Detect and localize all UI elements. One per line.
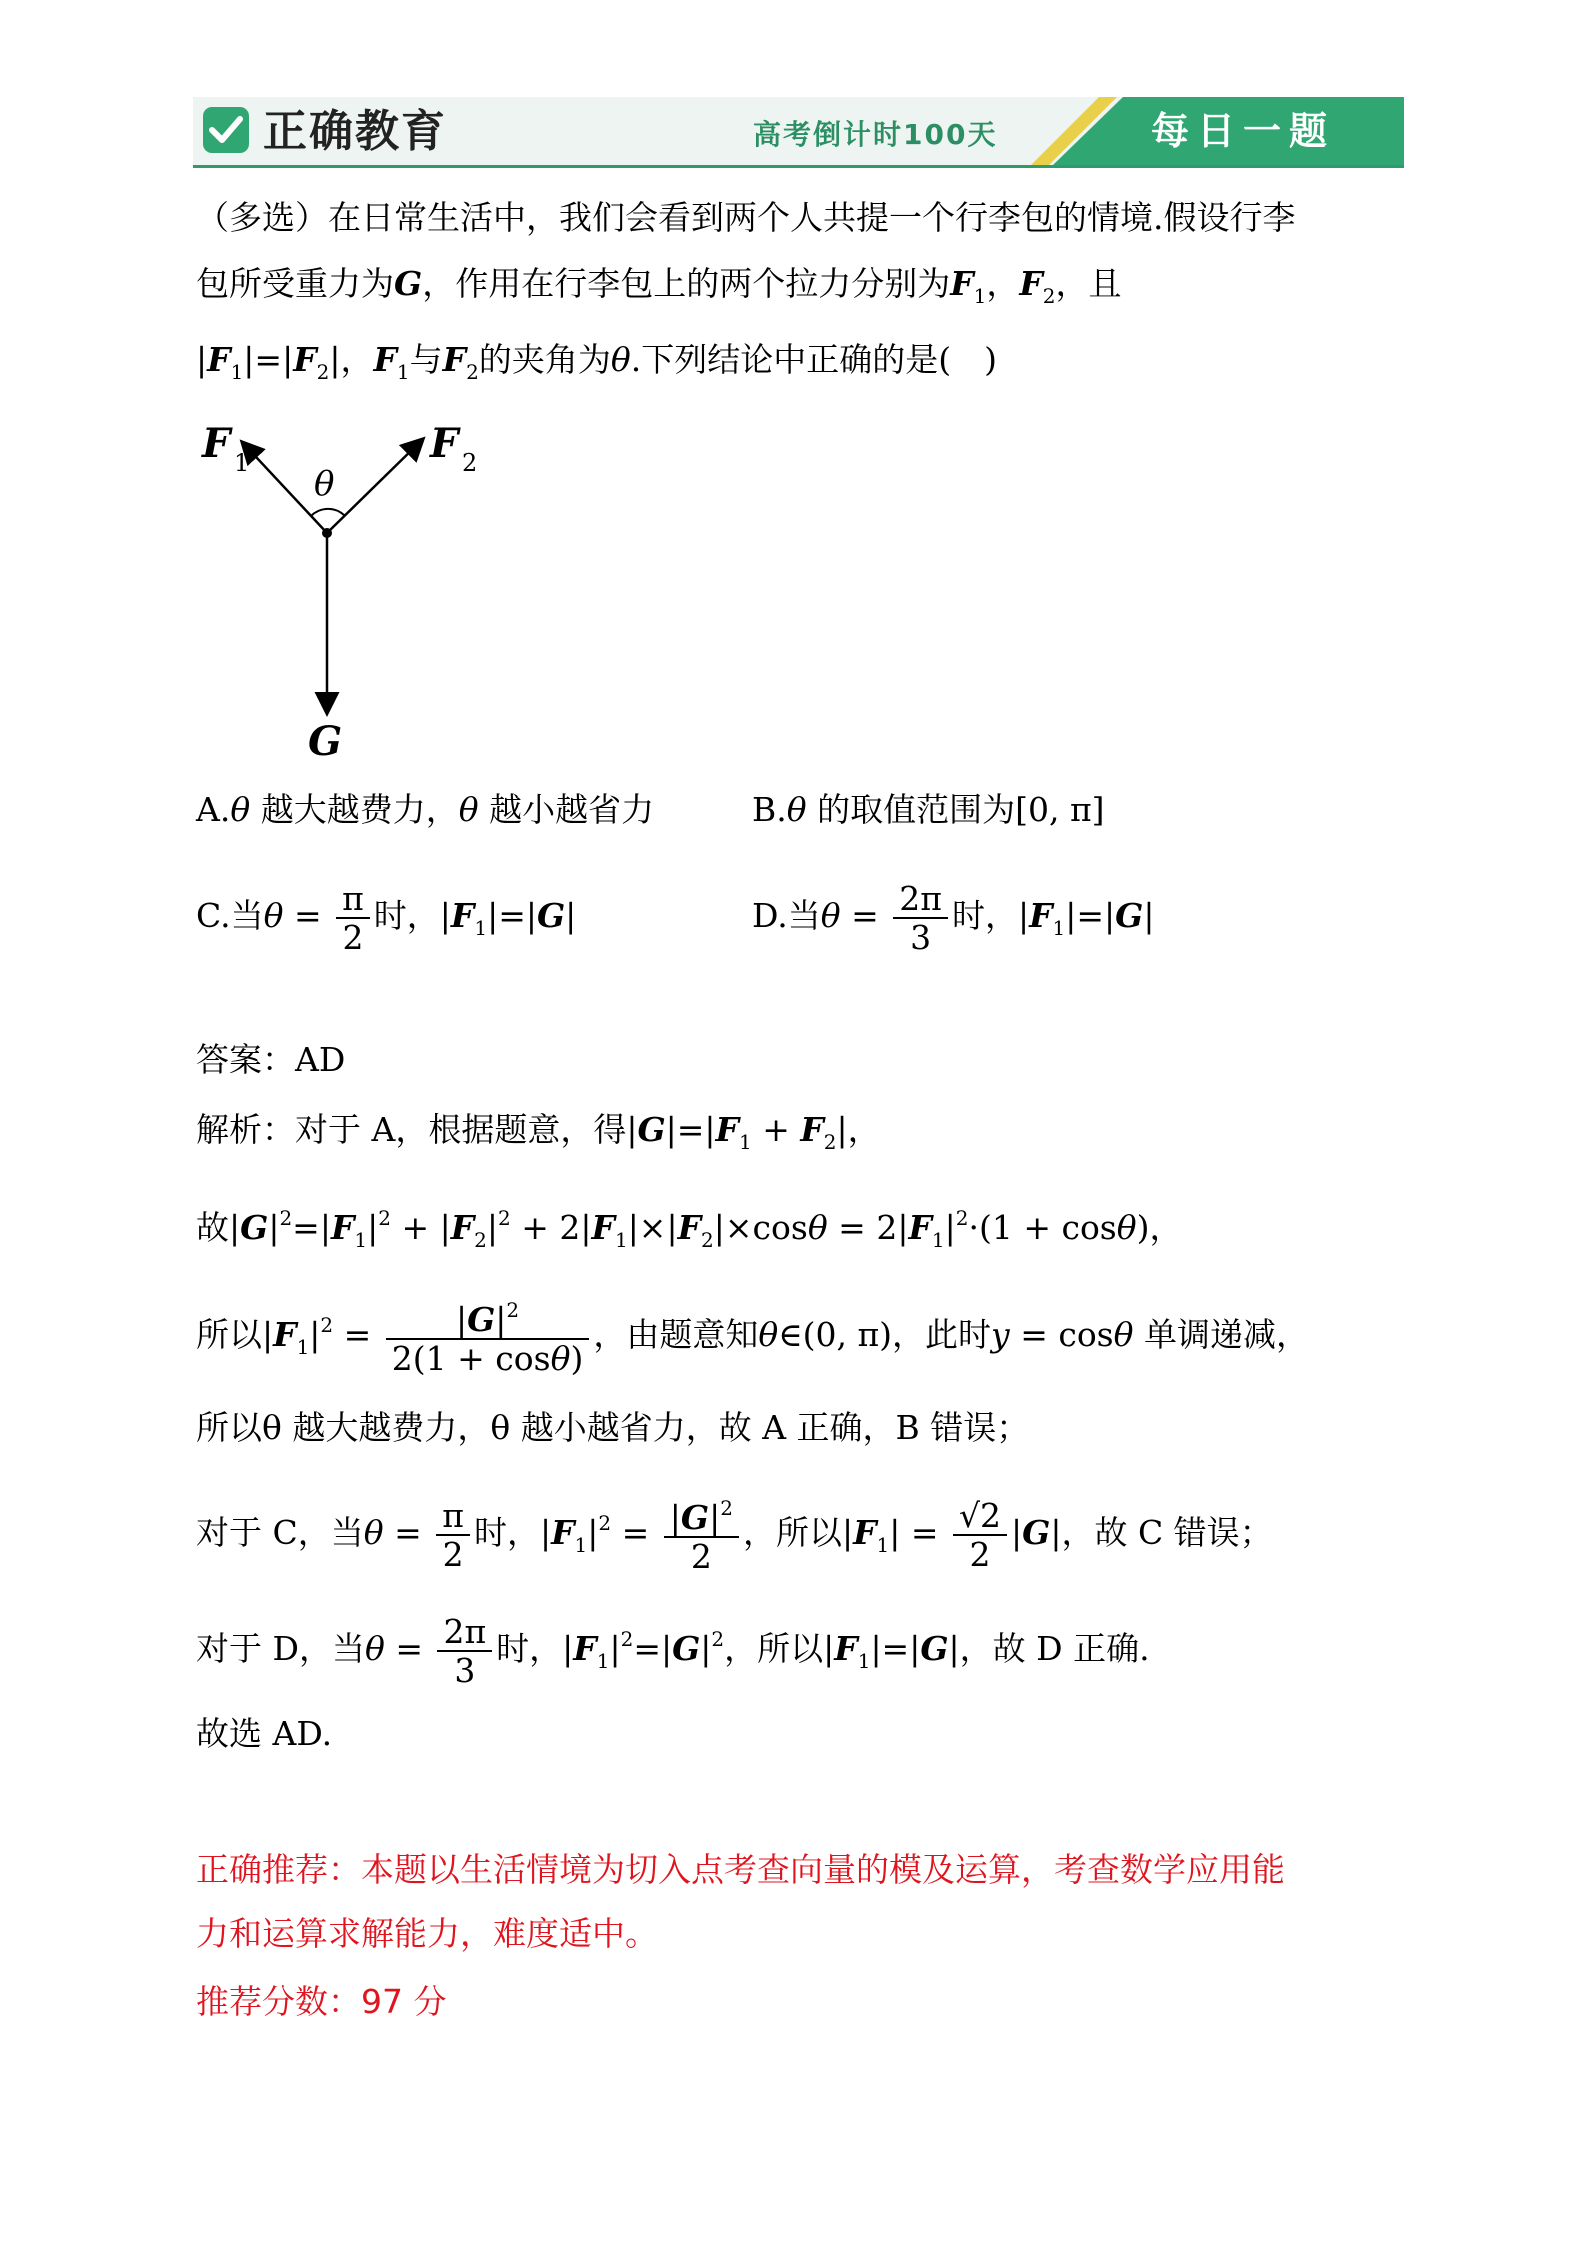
logo-badge bbox=[203, 107, 249, 153]
analysis-line-6: 对于 D，当θ = $\frac{2\pi}{3}$ 时，$|F_1|^2=|G|^2$，所以$|F_1|=|G|$，故 D 正确. bbox=[196, 1612, 1150, 1690]
f1-label: F bbox=[202, 420, 231, 467]
question-line-3: $|F_1|=|F_2|$，$F_1$与$F_2$的夹角为θ.下列结论中正确的是( ) bbox=[196, 340, 997, 384]
option-a: A.θ 越大越费力，θ 越小越省力 bbox=[196, 790, 655, 829]
analysis-line-3: 所以$|F_1|^2$ = $\frac{|G|^2}{2(1 + \cos\theta)}$ ，由题意知θ∈(0, π)，此时y = cosθ 单调递减， bbox=[196, 1297, 1309, 1378]
theta-label: θ bbox=[314, 464, 335, 504]
header-banner bbox=[193, 97, 1404, 168]
f1-subscript: 1 bbox=[234, 449, 250, 477]
question-line-2: 包所受重力为G，作用在行李包上的两个拉力分别为$F_1$，$F_2$，且 bbox=[196, 264, 1122, 308]
f2-label: F bbox=[430, 420, 459, 467]
analysis-line-5: 对于 C，当θ = $\frac{\pi}{2}$ 时，$|F_1|^2$ = $\frac{|G|^2}{2}$ ，所以$|F_1|$ = $\frac{√2}{2}$ |G|，故 C 错误； bbox=[196, 1495, 1273, 1576]
answer-line: 答案：AD bbox=[196, 1040, 346, 1079]
check-icon bbox=[208, 113, 244, 147]
recommendation-line-2: 力和运算求解能力，难度适中。 bbox=[196, 1914, 658, 1953]
option-b: B.θ 的取值范围为[0, π] bbox=[752, 790, 1105, 829]
analysis-line-7: 故选 AD. bbox=[196, 1714, 333, 1753]
question-line-1: （多选）在日常生活中，我们会看到两个人共提一个行李包的情境.假设行李 bbox=[196, 198, 1296, 237]
g-label: G bbox=[308, 718, 343, 760]
analysis-line-2: 故$|G|^2=|F_1|^2 + |F_2|^2 + 2|F_1|\times|F_2|\times\cos\theta = 2|F_1|^2\cdot(1 + \cos\theta)$， bbox=[196, 1206, 1183, 1252]
f2-vector bbox=[327, 440, 422, 533]
brand-name: 正确教育 bbox=[263, 106, 447, 157]
force-diagram bbox=[190, 415, 510, 760]
analysis-line-4: 所以θ 越大越费力，θ 越小越省力，故 A 正确，B 错误； bbox=[196, 1408, 1030, 1447]
recommendation-score: 推荐分数：97 分 bbox=[196, 1982, 447, 2021]
f2-subscript: 2 bbox=[462, 449, 478, 477]
option-d: D.当θ = $\frac{2\pi}{3}$ 时，$|F_1|=|G|$ bbox=[752, 879, 1155, 957]
countdown-text: 高考倒计时100天 bbox=[753, 118, 998, 151]
origin-point bbox=[322, 528, 332, 538]
angle-arc bbox=[311, 509, 344, 516]
recommendation-line-1: 正确推荐：本题以生活情境为切入点考查向量的模及运算，考查数学应用能 bbox=[196, 1850, 1285, 1889]
daily-question-label: 每日一题 bbox=[1151, 109, 1336, 153]
option-c: C.当θ = $\frac{\pi}{2}$ 时，$|F_1|=|G|$ bbox=[196, 879, 577, 957]
analysis-line-1: 解析：对于 A，根据题意，得$|G|=|F_1 + F_2|$， bbox=[196, 1110, 881, 1154]
